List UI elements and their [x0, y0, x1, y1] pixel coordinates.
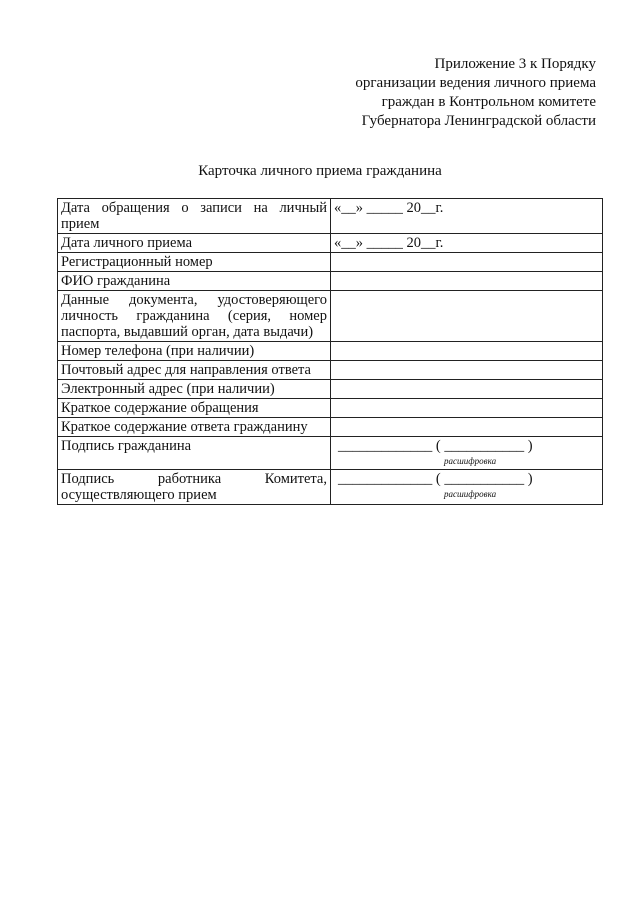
citizen-signature-label: Подпись гражданина: [58, 437, 331, 470]
table-row: [58, 253, 603, 272]
reception-date-label: Дата личного приема: [58, 234, 331, 253]
request-summary-label: Краткое содержание обращения: [58, 399, 331, 418]
fio-label: ФИО гражданина: [58, 272, 331, 291]
document-field[interactable]: [331, 291, 603, 342]
employee-signature-field[interactable]: [331, 470, 603, 505]
postal-address-label: Почтовый адрес для направления ответа: [58, 361, 331, 380]
appendix-line: Приложение 3 к Порядку: [434, 56, 596, 72]
phone-label: Номер телефона (при наличии): [58, 342, 331, 361]
document-label: Данные документа, удостоверяющего личность гражданина (серия, номер паспорта, выдавший орган, дата выдачи): [58, 291, 331, 342]
table-row: [58, 361, 603, 380]
request-date-value[interactable]: «__» _____ 20__г.: [331, 199, 603, 234]
appendix-note: [266, 55, 596, 131]
table-row: [58, 470, 603, 505]
signature-line: _____________ ( ___________ ): [338, 471, 533, 487]
request-summary-field[interactable]: [331, 399, 603, 418]
request-date-label: Дата обращения о записи на личный прием: [58, 199, 331, 234]
citizen-signature-field[interactable]: [331, 437, 603, 470]
table-row: [58, 399, 603, 418]
answer-summary-label: Краткое содержание ответа гражданину: [58, 418, 331, 437]
table-row: [58, 199, 603, 234]
appendix-line: граждан в Контрольном комитете: [381, 94, 596, 110]
phone-field[interactable]: [331, 342, 603, 361]
employee-signature-label: Подпись работника Комитета, осуществляющего прием: [58, 470, 331, 505]
table-row: [58, 380, 603, 399]
signature-line: _____________ ( ___________ ): [338, 438, 533, 454]
appendix-line: организации ведения личного приема: [355, 75, 596, 91]
email-field[interactable]: [331, 380, 603, 399]
table-row: [58, 272, 603, 291]
decode-caption: расшифровка: [444, 489, 497, 499]
answer-summary-field[interactable]: [331, 418, 603, 437]
table-row: [58, 437, 603, 470]
reg-number-field[interactable]: [331, 253, 603, 272]
table-row: [58, 418, 603, 437]
appendix-line: Губернатора Ленинградской области: [361, 113, 596, 129]
table-row: [58, 291, 603, 342]
reception-card-table: [57, 198, 603, 505]
page-title: Карточка личного приема гражданина: [198, 163, 442, 179]
postal-address-field[interactable]: [331, 361, 603, 380]
table-row: [58, 234, 603, 253]
decode-caption: расшифровка: [444, 456, 497, 466]
email-label: Электронный адрес (при наличии): [58, 380, 331, 399]
reg-number-label: Регистрационный номер: [58, 253, 331, 272]
fio-field[interactable]: [331, 272, 603, 291]
reception-date-value[interactable]: «__» _____ 20__г.: [331, 234, 603, 253]
table-row: [58, 342, 603, 361]
